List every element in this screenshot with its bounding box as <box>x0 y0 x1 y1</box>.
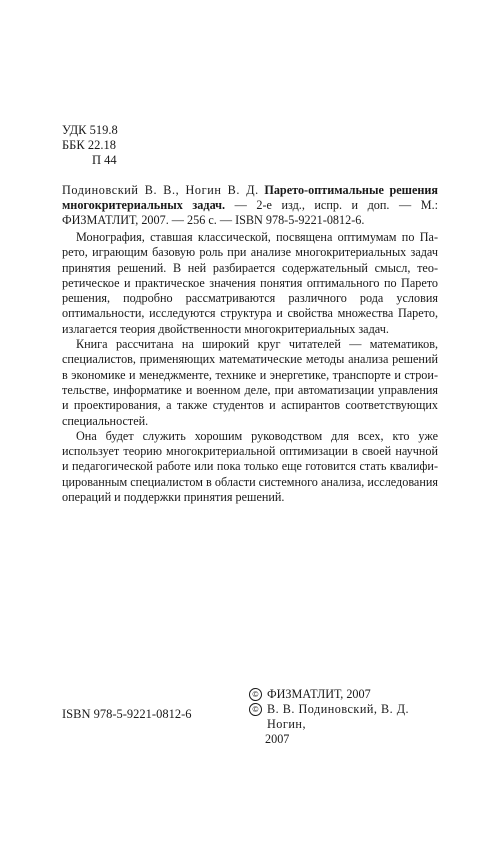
isbn-number: ISBN 978-5-9221-0812-6 <box>62 707 192 721</box>
bibliographic-record <box>62 183 438 228</box>
abstract <box>62 230 438 505</box>
authors: Подиновский В. В., Ногин В. Д. <box>62 183 259 197</box>
abstract-paragraph: Она будет служить хорошим руководством для всех, кто уже использует теорию многокритериальной оптимизации в своей научной и педагогической работе или пока только еще готовится стать квалифицированным специалистом в области системного анализа, исследования операций и поддержки принятия решений. <box>62 428 438 505</box>
abstract-paragraph: Монография, ставшая классической, посвящена оптимумам по Парето, играющим базовую роль при анализе многокритериальных задач принятия решений. В ней разбирается содержательный смысл, теоретическое и практическое значения понятия оптимального по Парето решения, подробно рассматриваются различного рода условия оптимальности, исследуются структура и свойства множества Парето, излагается теория двойственности многокритериальных задач. <box>62 230 438 336</box>
bbk-code: ББК 22.18 <box>62 138 116 152</box>
edition-info: — 2-е изд., испр. и доп. — <box>234 198 412 212</box>
book-title: Парето-оптимальные решения многокритериальных задач. <box>62 183 438 212</box>
copyright-icon: © <box>249 703 262 716</box>
copyright-authors-text: В. В. Подиновский, В. Д. Ногин, <box>267 702 410 731</box>
copyright-authors-year: 2007 <box>265 732 290 746</box>
author-mark: П 44 <box>92 153 117 167</box>
copyright-publisher <box>249 687 449 702</box>
udk-code: УДК 519.8 <box>62 123 118 137</box>
copyright-publisher-text: ФИЗМАТЛИТ, 2007 <box>267 687 371 701</box>
copyright-authors <box>249 702 449 732</box>
publisher-info: М.: ФИЗМАТЛИТ, 2007. — 256 с. — ISBN 978-5-9221-0812-6. <box>62 198 439 227</box>
copyright-block <box>249 687 449 747</box>
copyright-icon: © <box>249 688 262 701</box>
abstract-paragraph: Книга рассчитана на широкий круг читателей — математиков, специалистов, применяющих математические методы анализа решений в экономике и менеджменте, технике и энергетике, транспорте и строительстве, информатике и военном деле, при автоматизации управления и проектирования, а также студентов и аспирантов соответствующих специальностей. <box>62 337 438 428</box>
classification-codes <box>62 123 118 168</box>
